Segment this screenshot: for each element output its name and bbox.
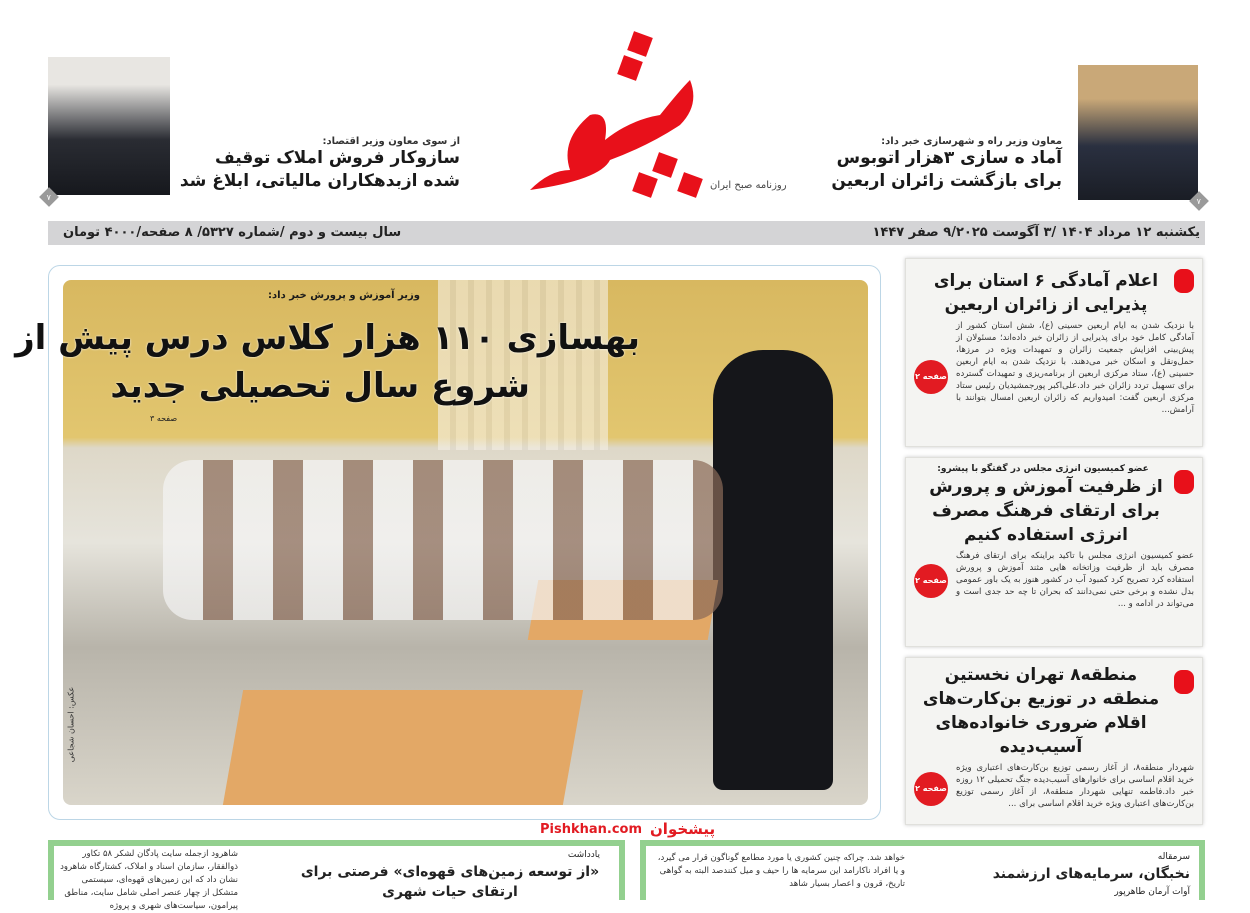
- watermark-url: Pishkhan.com: [540, 822, 643, 837]
- top-right-headline-2: برای بازگشت زائران اربعین: [831, 171, 1062, 191]
- top-left-kicker: از سوی معاون وزیر اقتصاد:: [322, 136, 460, 147]
- side-body: با نزدیک شدن به ایام اربعین حسینی (ع)، شش استان کشور از آمادگی کامل خود برای پذیرایی از زائران خبر داده‌اند؛ مسئولان از پیش‌بینی افزایش جمعیت زائران و تمهیدات ویژه در مرزها، حمل‌ونقل و اسکان خبر می‌دهند. با نزدیک شدن به ایام اربعین حسینی (ع)، ستاد مرکزی اربعین از برنامه‌ریزی و تمهیدات گسترده برای تسهیل تردد زائران خبر داد.علی‌اکبر پورجمشیدیان رئیس ستاد مرکزی اربعین گفت: امیدواریم که زائران اربعین امسال بتوانند با آرامش...: [956, 321, 1194, 415]
- photo-credit: عکس: احسان شجاعی: [66, 686, 76, 763]
- side-story-3[interactable]: [905, 657, 1203, 825]
- bullet-icon: [1174, 269, 1194, 293]
- page-ref-badge[interactable]: صفحه ۲: [914, 360, 948, 394]
- logo-icon: [510, 20, 720, 205]
- desk: [223, 690, 583, 805]
- top-right-headline-1: آماد ه سازی ۳هزار اتوبوس: [836, 148, 1062, 168]
- side-body-block: [906, 547, 1202, 610]
- side-headline: از ظرفیت آموزش و پرورش برای ارتقای فرهنگ مصرف انرژی استفاده کنیم: [929, 477, 1163, 545]
- side-headline: منطقه۸ تهران نخستین منطقه در توزیع بن‌کارت‌های اقلام ضروری خانواده‌های آسیب‌دیده: [922, 665, 1160, 757]
- page-marker-icon: ۷: [1189, 191, 1209, 211]
- bottom-right-kicker: سرمقاله: [1157, 852, 1190, 862]
- teacher-figure: [713, 350, 833, 790]
- bullet-icon: [1174, 470, 1194, 494]
- top-left-photo: [48, 57, 170, 195]
- side-body: عضو کمیسیون انرژی مجلس با تاکید براینکه برای ارتقای فرهنگ مصرف باید از ظرفیت وزاتخانه هایی مثند آموزش و پرورش استفاده کرد تصریح کرد کمبود آب در کشور هنوز به یک باور عمومی بدل نشده و برخی حتی نمی‌دانند که بحران تا چه حد جدی است و می‌تواند در ادامه و ...: [956, 551, 1194, 609]
- top-left-headline-2: شده ازبدهکاران مالیاتی، ابلاغ شد: [179, 171, 460, 191]
- date-bar: [48, 221, 1205, 245]
- side-body-block: [906, 317, 1202, 416]
- bottom-left-kicker: یادداشت: [567, 850, 600, 860]
- side-story-2[interactable]: [905, 457, 1203, 647]
- page-marker-icon: ۷: [39, 187, 59, 207]
- issue-info: سال بیست و دوم /شماره ۵۳۲۷/ ۸ صفحه/۴۰۰۰ تومان: [63, 225, 402, 240]
- bullet-icon: [1174, 670, 1194, 694]
- students: [163, 460, 723, 620]
- top-left-story[interactable]: [179, 136, 460, 193]
- masthead-logo[interactable]: [510, 20, 787, 205]
- main-kicker: وزیر آموزش و پرورش خبر داد:: [268, 290, 420, 301]
- main-headline-1: بهسازی ۱۱۰ هزار کلاس درس پیش از: [15, 318, 640, 358]
- top-right-kicker: معاون وزیر راه و شهرسازی خبر داد:: [881, 136, 1062, 147]
- top-right-photo: [1078, 65, 1198, 200]
- bottom-right-headline: نخبگان، سرمایه‌های ارزشمند: [992, 866, 1190, 882]
- page-ref-badge[interactable]: صفحه ۲: [914, 564, 948, 598]
- side-body: شهردار منطقه۸، از آغاز رسمی توزیع بن‌کارت‌های اعتباری ویژه خرید اقلام اساسی برای خانوارهای آسیب‌دیده جنگ تحمیلی ۱۲ روزه خبر داد.فاطمه تنهایی شهردار منطقه۸، از آغاز رسمی توزیع بن‌کارت‌های اعتباری ویژه خرید اقلام اساسی برای ...: [956, 763, 1194, 809]
- main-headline-block[interactable]: [100, 290, 420, 301]
- masthead-tagline: روزنامه صبح ایران: [710, 180, 787, 191]
- top-left-headline-1: سازوکار فروش املاک توقیف: [214, 148, 460, 168]
- main-headline-2: شروع سال تحصیلی جدید: [110, 366, 530, 406]
- bottom-right-body: خواهد شد. چراکه چنین کشوری یا مورد مطامع گوناگون قرار می گیرد، و یا افراد ناکارامد این سرمایه ها را حیف و میل کنندصد البته به گواهی تاریخ، قرون و اعصار بسیار شاهد: [657, 853, 905, 889]
- top-right-story[interactable]: [812, 136, 1062, 193]
- side-headline: اعلام آمادگی ۶ استان برای پذیرایی از زائران اربعین: [933, 271, 1159, 315]
- side-body-block: [906, 759, 1202, 810]
- bottom-right-author: آوات آرمان طاهرپور: [1114, 887, 1190, 897]
- bottom-left-headline: «از توسعه زمین‌های قهوه‌ای» فرصتی برای ارتقای حیات شهری: [300, 864, 600, 900]
- side-story-1[interactable]: [905, 258, 1203, 447]
- page-ref-badge[interactable]: صفحه ۲: [914, 772, 948, 806]
- watermark: [540, 820, 740, 840]
- bottom-left-body: شاهرود ازجمله سایت پادگان لشکر ۵۸ تکاور ذوالفقار، سازمان اسناد و املاک، کشتارگاه شاهرود نشان داد که این زمین‌های قهوه‌ای، سیستمی متشکل از چهار عنصر اصلی شامل سایت، مناطق پیرامون، سیاست‌های شهری و پروژه: [60, 849, 238, 911]
- watermark-text: پیشخوان: [650, 820, 716, 838]
- main-page-ref: صفحه ۳: [150, 414, 178, 423]
- side-kicker: عضو کمیسیون انرژی مجلس در گفتگو با پیشرو:: [937, 464, 1149, 474]
- issue-date: یکشنبه ۱۲ مرداد ۱۴۰۴ /۳ آگوست ۹/۲۰۲۵ صفر ۱۴۴۷: [872, 225, 1200, 240]
